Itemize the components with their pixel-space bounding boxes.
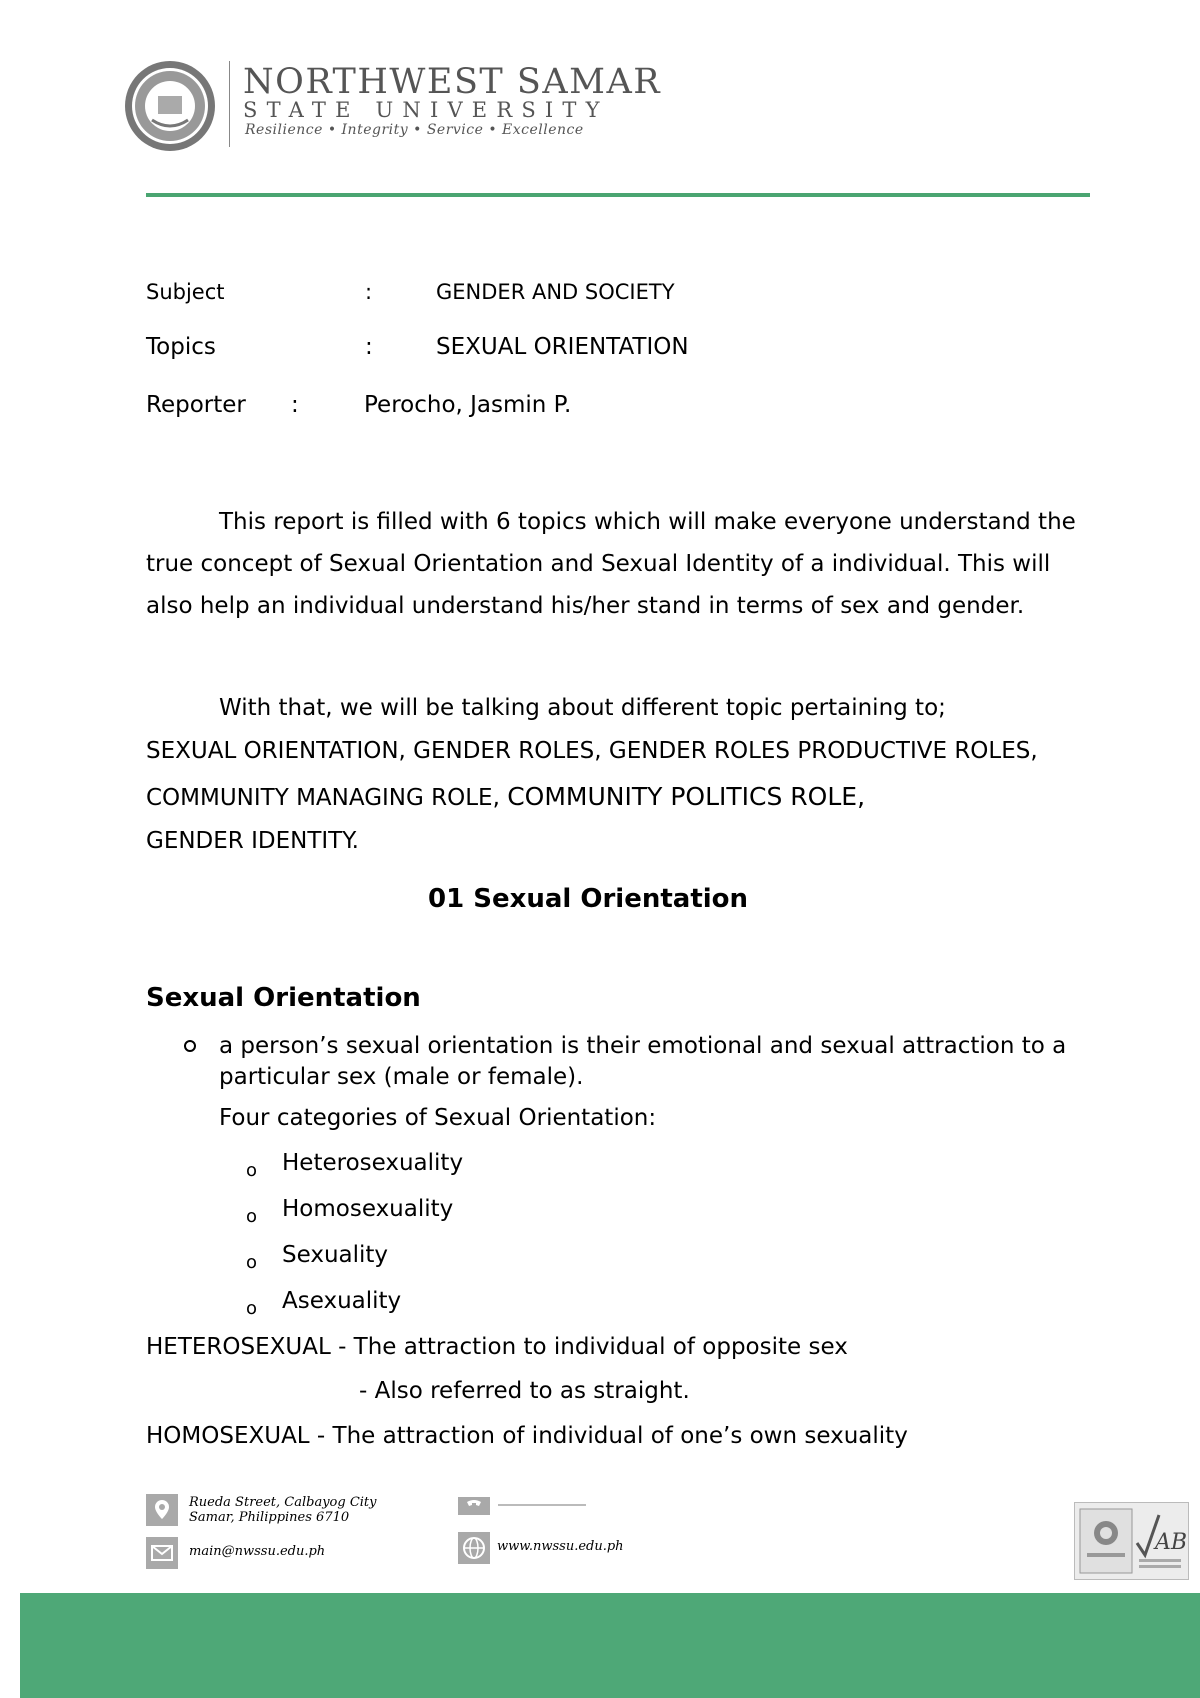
website-link[interactable]: www.nwssu.edu.ph: [497, 1539, 624, 1554]
header-rule: [146, 193, 1090, 197]
subject-colon: :: [365, 280, 373, 304]
section-title: 01 Sexual Orientation: [428, 884, 749, 914]
phone-icon: [458, 1497, 490, 1515]
category-item: Sexuality: [282, 1242, 389, 1268]
reporter-label: Reporter: [146, 392, 246, 418]
topics-intro: With that, we will be talking about different topic pertaining to;: [219, 695, 946, 721]
university-seal: [124, 60, 216, 152]
bullet-o-icon: o: [246, 1206, 258, 1227]
globe-icon: [458, 1532, 490, 1564]
topics-label: Topics: [146, 334, 216, 360]
footer-band: [20, 1593, 1200, 1698]
bullet-o-icon: o: [246, 1298, 258, 1319]
address: [189, 1495, 377, 1525]
topics-list-part-c: GENDER IDENTITY.: [146, 828, 359, 854]
university-name: NORTHWEST SAMAR: [243, 62, 662, 102]
topics-list-part-a: SEXUAL ORIENTATION, GENDER ROLES, GENDER ROLES PRODUCTIVE ROLES, COMMUNITY MANAGING ROLE,: [146, 738, 1038, 811]
subject-label: Subject: [146, 280, 225, 304]
category-item: Heterosexuality: [282, 1150, 464, 1176]
university-subtitle: STATE UNIVERSITY: [243, 98, 609, 122]
category-item: Homosexuality: [282, 1196, 454, 1222]
header-divider: [229, 61, 230, 147]
location-pin-icon: [146, 1494, 178, 1526]
address-line-1: Rueda Street, Calbayog City: [189, 1495, 377, 1510]
bullet-o-icon: o: [246, 1252, 258, 1273]
topics-colon: :: [365, 334, 373, 360]
categories-intro: Four categories of Sexual Orientation:: [219, 1105, 657, 1131]
reporter-value: Perocho, Jasmin P.: [364, 392, 572, 418]
hetero-definition: HETEROSEXUAL - The attraction to individual of opposite sex: [146, 1334, 848, 1360]
topics-list-part-b: COMMUNITY POLITICS ROLE,: [507, 782, 866, 811]
category-item: Asexuality: [282, 1288, 402, 1314]
bullet-circle-icon: [184, 1040, 196, 1052]
topics-value: SEXUAL ORIENTATION: [436, 334, 689, 360]
email-link[interactable]: main@nwssu.edu.ph: [189, 1544, 326, 1559]
intro-paragraph: This report is filled with 6 topics which will make everyone understand the true concept of Sexual Orientation and Sexual Identity of a individual. This will also help an individual understand his/her stand in terms of sex and gender.: [146, 509, 1076, 619]
subject-value: GENDER AND SOCIETY: [436, 280, 675, 304]
university-motto: Resilience • Integrity • Service • Excellence: [245, 122, 584, 138]
phone-number-faint: [498, 1504, 586, 1506]
reporter-colon: :: [291, 392, 299, 418]
subheading: Sexual Orientation: [146, 983, 421, 1013]
homo-definition: HOMOSEXUAL - The attraction of individual of one’s own sexuality: [146, 1423, 908, 1449]
certification-badge: [1074, 1502, 1189, 1580]
address-line-2: Samar, Philippines 6710: [189, 1510, 350, 1525]
mail-icon: [146, 1537, 178, 1569]
svg-text:AB: AB: [1155, 1530, 1188, 1555]
definition-text: a person’s sexual orientation is their emotional and sexual attraction to a particular sex (male or female).: [219, 1033, 1067, 1090]
hetero-note: - Also referred to as straight.: [359, 1378, 690, 1404]
topics-list: [146, 729, 1076, 861]
bullet-o-icon: o: [246, 1160, 258, 1181]
